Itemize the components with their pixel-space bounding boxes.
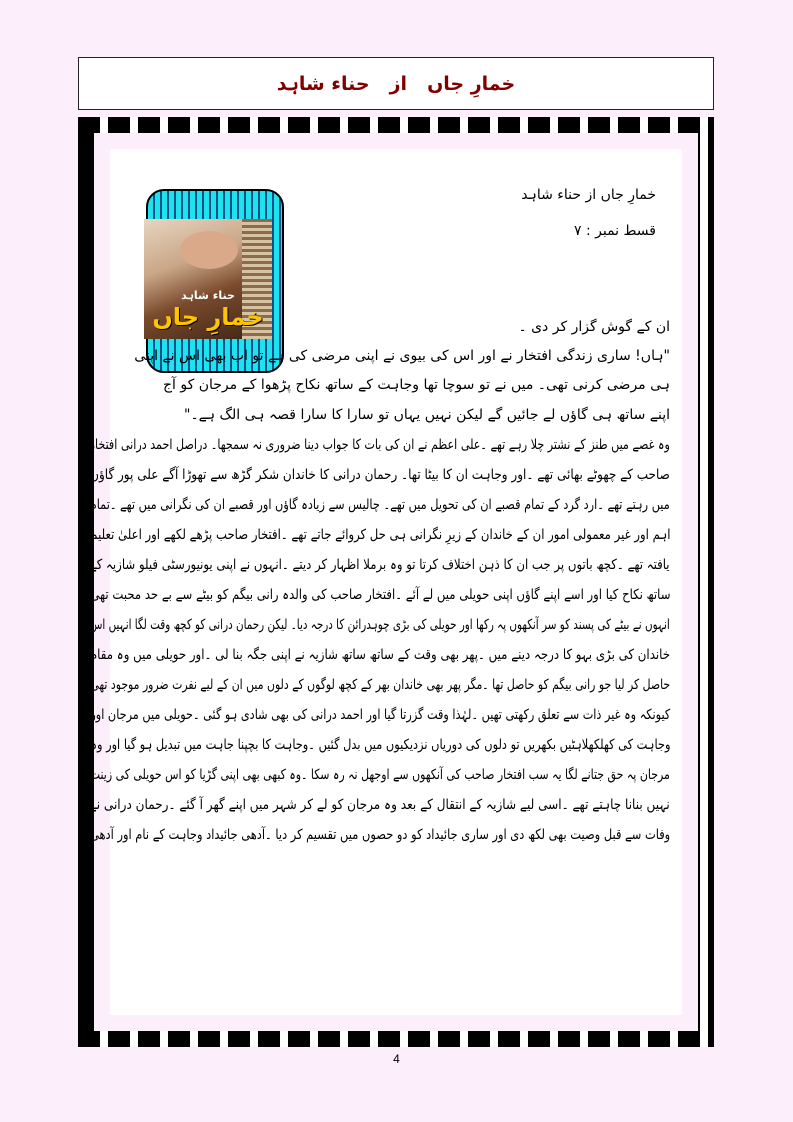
author-name: حناء شاہد xyxy=(276,72,370,95)
body-line: صاحب کے چھوٹے بھائی تھے ۔اور وجاہت ان کا بیٹا تھا۔ رحمان درانی کا خاندان شکر گڑھ سے تھوڑا آگے علی پور گاؤں xyxy=(90,467,670,483)
cover-author: حناء شاہد xyxy=(181,289,235,302)
book-heading: خمارِ جاں از حناء شاہد xyxy=(521,187,656,203)
body-line: یافتہ تھے ۔کچھ باتوں پر جب ان کا ذہن اختلاف کرتا تو وہ برملا اظہار کر دیتے ۔انہوں نے اپنی یونیورسٹی فیلو شازیہ کے xyxy=(90,557,670,573)
body-line: وہ غصے میں طنز کے نشتر چلا رہے تھے ۔علی اعظم نے ان کی بات کا جواب دینا ضروری نہ سمجھا۔ دراصل احمد درانی افتخار xyxy=(89,437,670,453)
body-line: انہوں نے بیٹے کی پسند کو سر آنکھوں پہ رکھا اور حویلی کی بڑی چوہدرائن کا درجہ دیا۔ لیکن رحمان درانی کو کچھ وقت لگا انہیں اس xyxy=(89,617,670,633)
body-line: اہم اور غیر معمولی امور ان کے خاندان کے زیرِ نگرانی ہی حل کروائے جاتے تھے ۔افتخار صاحب پڑھے لکھے اور اعلیٰ تعلیم xyxy=(89,527,670,543)
body-line: حاصل کر لیا جو رانی بیگم کو حاصل تھا ۔مگر پھر بھی خاندان بھر کے کچھ لوگوں کے دلوں میں ان کے لیے نفرت ضرور موجود تھی xyxy=(90,677,670,693)
body-line: "ہاں! ساری زندگی افتخار نے اور اس کی بیوی نے اپنی مرضی کی ہے تو اب بھی اس نے اپنی xyxy=(134,348,670,364)
body-line: ہی مرضی کرنی تھی۔ میں نے تو سوچا تھا وجاہت کے ساتھ نکاح پڑھوا کے مرجان کو آج xyxy=(162,377,670,393)
body-line: وجاہت کی کھلکھلاہٹیں بکھریں تو دلوں کی دوریاں نزدیکیوں میں بدل گئیں ۔وجاہت کا بچپنا جاہت میں تبدیل ہو گیا اور وہ xyxy=(89,737,670,753)
chapter-title-box xyxy=(78,57,714,110)
body-line: کیونکہ وہ غیر ذات سے تعلق رکھتی تھیں ۔لہٰذا وقت گزرتا گیا اور احمد درانی کی بھی شادی ہو گئی ۔حویلی میں مرجان اور xyxy=(90,707,670,723)
book-title: خمارِ جاں xyxy=(427,72,516,95)
body-line: مرجان پہ حق جتانے لگا یہ سب افتخار صاحب کی آنکھوں سے اوجھل نہ رہ سکا ۔وہ کبھی بھی اپنی گڑیا کو اس حویلی کی زینت xyxy=(89,767,670,783)
cover-title: خمارِ جاں xyxy=(152,303,264,331)
page-number: 4 xyxy=(393,1052,400,1066)
body-line: ساتھ نکاح کیا اور اسے اپنے گاؤں اپنی حویلی میں لے آئے ۔افتخار صاحب کی والدہ رانی بیگم کو بیٹے سے بے حد محبت تھی xyxy=(89,587,670,603)
cover-hands xyxy=(180,231,238,269)
title-separator: از xyxy=(389,72,408,95)
body-line: وفات سے قبل وصیت بھی لکھ دی اور ساری جائیداد کو دو حصوں میں تقسیم کر دیا ۔آدھی جائیداد وجاہت کے نام اور آدھی xyxy=(89,827,670,843)
body-line: میں رہتے تھے ۔ارد گرد کے تمام قصبے ان کی تحویل میں تھے۔ چالیس سے زیادہ گاؤں اور قصبے ان کی نگرانی میں تھے ۔تمام xyxy=(89,497,670,513)
page-content-area xyxy=(89,149,682,1015)
body-line: اپنے ساتھ ہی گاؤں لے جائیں گے لیکن نہیں یہاں تو سارا کا سارا قصہ ہی الگ ہے۔" xyxy=(184,407,670,423)
body-line: نہیں بنانا چاہتے تھے ۔اسی لیے شازیہ کے انتقال کے بعد وہ مرجان کو لے کر شہر میں اپنے گھر آ گئے ۔رحمان درانی نے xyxy=(89,797,670,813)
cover-photo xyxy=(144,219,272,339)
body-line: خاندان کی بڑی بہو کا درجہ دینے میں ۔پھر بھی وقت کے ساتھ ساتھ شازیہ نے اپنی جگہ بنا لی ۔اور حویلی میں وہ مقام xyxy=(89,647,670,663)
page-border-frame xyxy=(78,117,714,1047)
body-line: ان کے گوش گزار کر دی ۔ xyxy=(518,319,670,335)
episode-number: قسط نمبر : ۷ xyxy=(573,223,656,239)
